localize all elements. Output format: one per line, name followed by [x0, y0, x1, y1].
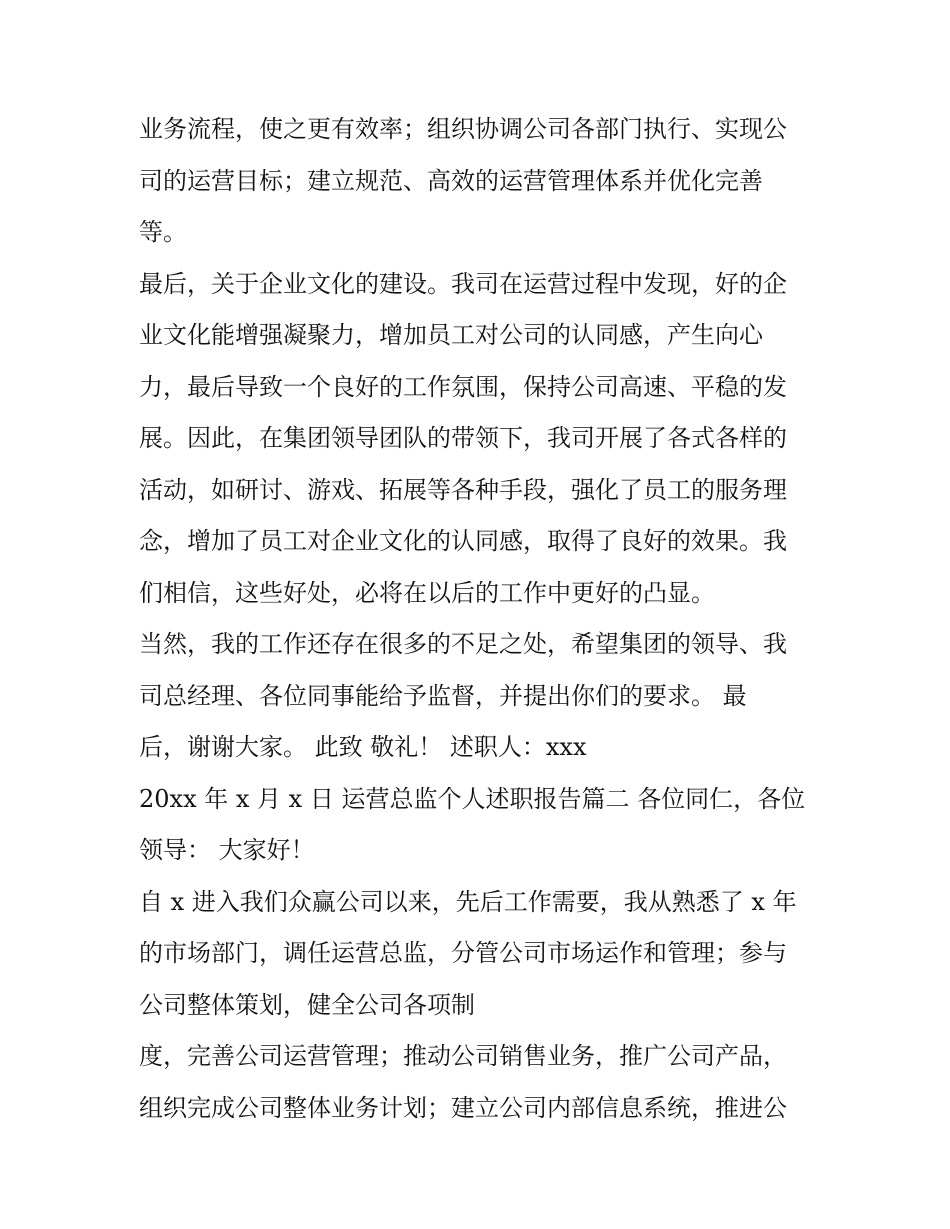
text-line: 司的运营目标；建立规范、高效的运营管理体系并优化完善 — [139, 166, 763, 195]
document-body — [139, 104, 819, 1134]
text-line: 业务流程，使之更有效率；组织协调公司各部门执行、实现公 — [139, 115, 787, 143]
text-line: 最后，关于企业文化的建设。我司在运营过程中发现，好的企 — [139, 269, 787, 298]
text-line: 司总经理、各位同事能给予监督，并提出你们的要求。 最 — [139, 681, 747, 710]
text-line: 后，谢谢大家。 此致 敬礼！ 述职人：xxx — [139, 733, 587, 761]
text-line: 20xx 年 x 月 x 日 运营总监个人述职报告篇二 各位同仁，各位 — [139, 784, 806, 813]
text-line: 展。因此，在集团领导团队的带领下，我司开展了各式各样的 — [139, 424, 787, 452]
text-line: 的市场部门，调任运营总监，分管公司市场运作和管理；参与 — [139, 939, 787, 967]
text-line: 组织完成公司整体业务计划；建立公司内部信息系统，推进公 — [139, 1093, 787, 1122]
text-line: 度，完善公司运营管理；推动公司销售业务，推广公司产品， — [139, 1042, 787, 1070]
text-line: 活动，如研讨、游戏、拓展等各种手段，强化了员工的服务理 — [139, 475, 787, 504]
text-line: 公司整体策划，健全公司各项制 — [139, 990, 475, 1019]
text-line: 领导： 大家好！ — [139, 836, 315, 864]
text-line: 自 x 进入我们众赢公司以来，先后工作需要，我从熟悉了 x 年 — [139, 887, 797, 916]
text-line: 业文化能增强凝聚力，增加员工对公司的认同感，产生向心 — [139, 321, 763, 349]
text-line: 当然，我的工作还存在很多的不足之处，希望集团的领导、我 — [139, 630, 787, 658]
text-line: 们相信，这些好处，必将在以后的工作中更好的凸显。 — [139, 578, 715, 607]
text-line: 力，最后导致一个良好的工作氛围，保持公司高速、平稳的发 — [139, 372, 787, 401]
text-line: 念，增加了员工对企业文化的认同感，取得了良好的效果。我 — [139, 527, 787, 555]
text-line: 等。 — [139, 218, 187, 246]
